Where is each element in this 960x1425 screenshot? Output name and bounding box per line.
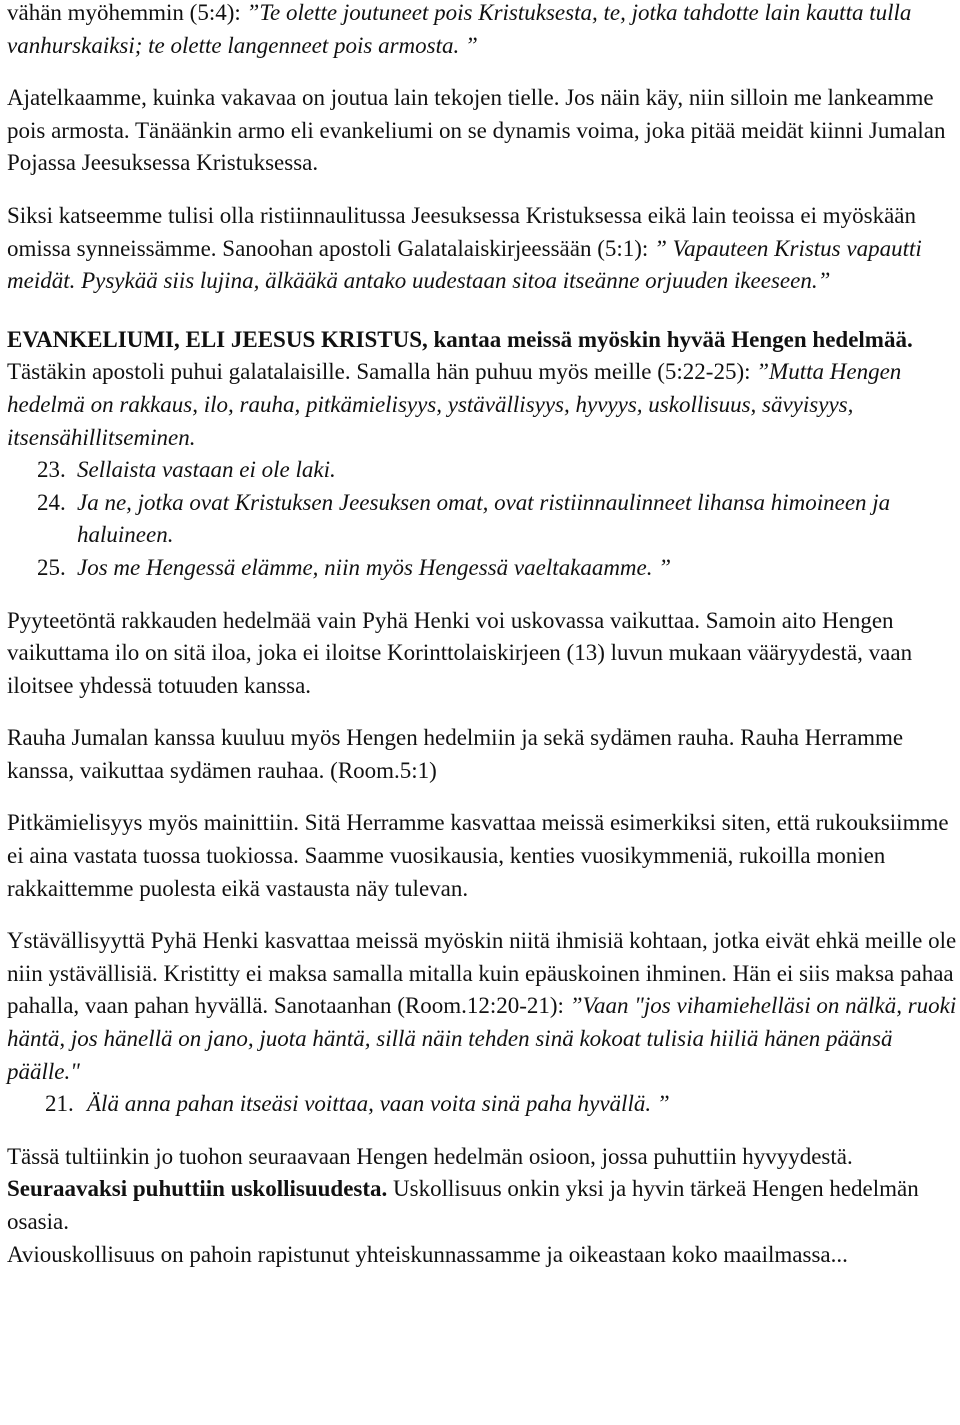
paragraph-galatians-5-4 <box>7 0 957 62</box>
quote-text: ” Vapauteen Kristus vapautti meidät. Pysykää siis lujina, älkääkä antako uudestaan sitoa itseänne orjuuden ikeeseen.” <box>7 235 922 294</box>
paragraph-text: Siksi katseemme tulisi olla ristiinnaulitussa Jeesuksessa Kristuksessa eikä lain teoissa ei myöskään omissa synneissämme. Sanoohan apostoli Galatalaiskirjeessään (5:1): <box>7 202 916 261</box>
verse-number: 25. <box>37 554 66 580</box>
verse-text: Jos me Hengessä elämme, niin myös Hengessä vaeltakaamme. ” <box>77 554 672 580</box>
document-page <box>7 0 957 1271</box>
verse-text: Sellaista vastaan ei ole laki. <box>77 457 336 483</box>
paragraph-text: Tästäkin apostoli puhui galatalaisille. Samalla hän puhuu myös meille (5:22-25): <box>7 359 757 385</box>
bold-heading-text: Seuraavaksi puhuttiin uskollisuudesta. <box>7 1176 388 1202</box>
paragraph-text: Rauha Jumalan kanssa kuuluu myös Hengen hedelmiin ja sekä sydämen rauha. Rauha Herramme kanssa, vaikuttaa sydämen rauhaa. (Room.5:1) <box>7 725 904 783</box>
quote-text: ”Mutta Hengen hedelmä on rakkaus, ilo, rauha, pitkämielisyys, ystävällisyys, hyvyys, uskollisuus, sävyisyys, itsensähillitseminen. <box>7 359 902 450</box>
verse-item <box>7 1088 957 1121</box>
paragraph-text: vähän myöhemmin (5:4): <box>7 0 247 25</box>
paragraph-text: Pitkämielisyys myös mainittiin. Sitä Herramme kasvattaa meissä esimerkiksi siten, että rukouksiimme ei aina vastata tuossa tuokiossa. Saamme vuosikausia, kenties vuosikymmeniä, rukoilla monien rakkaittemme puolesta eikä vastausta näy tulevan. <box>7 810 949 901</box>
paragraph-text: Uskollisuus onkin yksi ja hyvin tärkeä Hengen hedelmän osasia. <box>7 1176 919 1234</box>
paragraph-text: Ajatelkaamme, kuinka vakavaa on joutua lain tekojen tielle. Jos näin käy, niin silloin me lankeamme pois armosta. Tänäänkin armo eli evankeliumi on se dynamis voima, joka pitää meidät kiinni Jumalan Pojassa Jeesuksessa Kristuksessa. <box>7 85 946 176</box>
paragraph-patience <box>7 807 957 905</box>
paragraph-love-joy <box>7 605 957 703</box>
paragraph-faithfulness <box>7 1173 957 1238</box>
paragraph-peace <box>7 722 957 787</box>
bold-heading-text: EVANKELIUMI, ELI JEESUS KRISTUS, kantaa meissä myöskin hyvää Hengen hedelmää. <box>7 326 913 352</box>
paragraph-text: Tässä tultiinkin jo tuohon seuraavaan Hengen hedelmän osioon, jossa puhuttiin hyvyydestä. <box>7 1143 853 1169</box>
verse-text: Ja ne, jotka ovat Kristuksen Jeesuksen omat, ovat ristiinnaulinneet lihansa himoineen ja haluineen. <box>77 489 891 548</box>
verse-item <box>7 487 957 552</box>
verse-item <box>7 552 957 585</box>
paragraph-kindness <box>7 925 957 1088</box>
paragraph-law-works <box>7 82 957 180</box>
paragraph-gospel-fruit <box>7 324 957 454</box>
paragraph-text: Pyyteetöntä rakkauden hedelmää vain Pyhä Henki voi uskovassa vaikuttaa. Samoin aito Hengen vaikuttama ilo on sitä iloa, joka ei iloitse Korinttolaiskirjeen (13) luvun mukaan vääryydestä, vaan iloitsee yhdessä totuuden kanssa. <box>7 607 913 698</box>
paragraph-text: Ystävällisyyttä Pyhä Henki kasvattaa meissä myöskin niitä ihmisiä kohtaan, jotka eivät ehkä meille ole niin ystävällisiä. Kristitty ei maksa samalla mitalla kuin epäuskoinen ihminen. Hän ei siis maksa pahaa pahalla, vaan pahan hyvällä. Sanotaanhan (Room.12:20-21): <box>7 928 957 1019</box>
quote-text: ”Vaan "jos vihamiehelläsi on nälkä, ruoki häntä, jos hänellä on jano, juota häntä, sillä näin tehden sinä kokoat tulisia hiiliä hänen päänsä päälle." <box>7 993 957 1084</box>
verse-number: 23. <box>37 457 66 483</box>
quote-text: ”Te olette joutuneet pois Kristuksesta, te, jotka tahdotte lain kautta tulla vanhurskaiksi; te olette langenneet pois armosta. ” <box>7 0 912 58</box>
verse-text: Älä anna pahan itseäsi voittaa, vaan voita sinä paha hyvällä. ” <box>87 1091 670 1117</box>
verse-number: 21. <box>45 1091 74 1117</box>
paragraph-goodness <box>7 1141 957 1174</box>
verse-number: 24. <box>37 489 66 515</box>
paragraph-text: Aviouskollisuus on pahoin rapistunut yhteiskunnassamme ja oikeastaan koko maailmassa... <box>7 1241 848 1267</box>
verse-item <box>7 454 957 487</box>
paragraph-marriage <box>7 1239 957 1272</box>
paragraph-crucified <box>7 200 957 298</box>
